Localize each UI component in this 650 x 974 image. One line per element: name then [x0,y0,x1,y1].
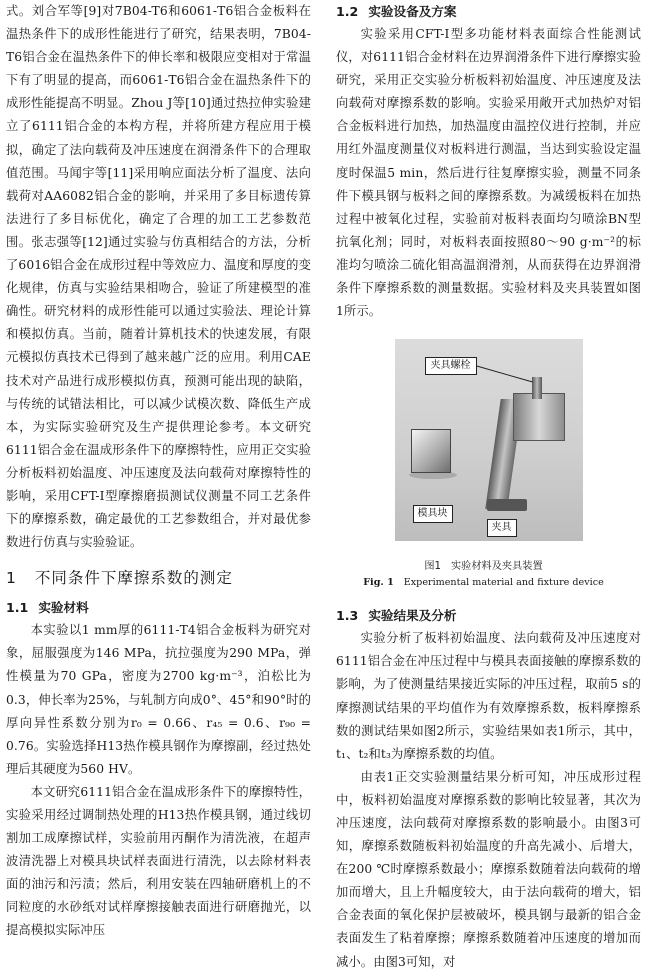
subsection-heading [336,0,641,23]
figure-number-en: Fig. 1 [363,577,394,589]
subsection-number: 1.3 [336,608,359,624]
figure-title-en: Experimental material and fixture device [403,577,604,589]
fixture-photo [395,339,583,541]
subsection-title: 实验材料 [38,600,89,616]
fixture-bolt-image [532,377,542,399]
subsection-title: 实验设备及方案 [368,4,457,19]
subsection-heading [6,596,311,619]
body-paragraph: 本实验以1 mm厚的6111-T4铝合金板料为研究对象，屈服强度为146 MPa，抗拉强度为290 MPa，弹性模量为70 GPa，密度为2700 kg·m⁻³，泊松比为0.3，伸长率为25%，与轧制方向成0°、45°和90°时的厚向异性系数分别为r₀ = 0.66、r₄₅ = 0.6、r₉₀ = 0.76。实验选择H13热作模具钢作为摩擦副，经过热处理后其硬度为560 HV。 [6,623,311,776]
subsection-title: 实验结果及分析 [368,608,457,624]
label-fixture-bolt: 夹具螺栓 [425,357,477,375]
body-paragraph: 实验采用CFT-I型多功能材料表面综合性能测试仪，对6111铝合金材料在边界润滑条件下进行摩擦实验研究，采用正交实验分析板料初始温度、冲压速度及法向载荷对摩擦系数的影响。实验采用敞开式加热炉对铝合金板料进行加热，加热温度由温控仪进行控制，并应用红外温度测量仪对板料进行测温，当达到实验设定温度时保温5 min，然后进行往复摩擦实验，测量不同条件下模具钢与板料之间的摩擦系数。为减缓板料在加热过程中被氧化过程，实验前对板料表面均匀喷涂BN型抗氧化剂；同时，对板料表面按照80～90 g·m⁻²的标准均匀喷涂二硫化钼高温润滑剂，从而获得在边界润滑条件下摩擦系数的测量数据。实验材料及夹具装置如图1所示。 [336,27,641,319]
figure-1 [336,339,641,590]
subsection-heading [336,604,641,627]
label-fixture: 夹具 [487,519,517,537]
subsection-number: 1.1 [6,600,29,616]
section-title: 不同条件下摩擦系数的测定 [34,569,233,588]
figure-title-cn: 实验材料及夹具装置 [450,561,543,573]
body-paragraph: 本文研究6111铝合金在温成形条件下的摩擦特性，实验采用经过调制热处理的H13热作模具钢，通过线切割加工成摩擦试样，实验前用丙酮作为清洗液，在超声波清洗器上对模具块试样表面进行清洗，以去除材料表面的油污和污渍；然后，利用安装在四轴研磨机上的不同粒度的水砂纸对试样摩擦接触表面进行研磨抛光，以提高模拟实际冲压 [6,784,311,938]
left-column [6,0,311,943]
fixture-plate-image [513,393,565,441]
section-number: 1 [6,569,17,588]
spacer [336,590,641,604]
figure-number-cn: 图1 [424,561,441,573]
figure-caption-en [336,576,641,590]
body-paragraph: 实验分析了板料初始温度、法向载荷及冲压速度对6111铝合金在冲压过程中与模具表面接触的摩擦系数的影响，为了使测量结果接近实际的冲压过程，取前5 s的摩擦测试结果的平均值作为有效摩擦系数，板料摩擦系数的测试结果如图2所示，实验结果如表1所示，其中，t₁、t₂和t₃为摩擦系数的均值。 [336,631,641,761]
right-column [336,0,641,974]
leader-line [474,365,532,382]
subsection-number: 1.2 [336,4,359,19]
body-paragraph: 由表1正交实验测量结果分析可知，冲压成形过程中，板料初始温度对摩擦系数的影响比较显著，其次为冲压速度，法向载荷对摩擦系数的影响最小。由图3可知，摩擦系数随板料初始温度的升高先减小、后增大，在200 ℃时摩擦系数最小；摩擦系数随着法向载荷的增加而增大，且上升幅度较大，由于法向载荷的增大，铝合金表面的氧化保护层被破坏，模具钢与最新的铝合金表面发生了粘着摩擦；摩擦系数随着冲压速度的增加而减小。由图3可知，对 [336,769,641,969]
section-heading [6,566,311,588]
label-mold-block: 模具块 [413,505,453,523]
figure-caption-cn [336,559,641,574]
mold-block-image [411,429,451,473]
body-paragraph: 式。刘合军等[9]对7B04-T6和6061-T6铝合金板料在温热条件下的成形性能进行了研究，结果表明，7B04-T6铝合金在温热条件下的伸长率和极限应变相对于常温下有了明显的提高，而6061-T6铝合金在温热条件下的成形性能提高不明显。Zhou J等[10]通过热拉伸实验建立了6111铝合金的本构方程，并将所建方程应用于模拟，确定了法向载荷及冲压速度在润滑条件下的合理取值范围。马闻宇等[11]采用响应面法分析了温度、法向载荷对AA6082铝合金的影响，并采用了多目标遗传算法进行了多目标优化，确定了合理的加工工艺参数范围。张志强等[12]通过实验与仿真相结合的方法，分析了6016铝合金在成形过程中等效应力、温度和厚度的变化规律，仿真与实验结果相吻合，验证了所建模型的准确性。研究材料的成形性能可以通过实验法、理论计算和模拟仿真。当前，随着计算机技术的快速发展，有限元模拟仿真技术已得到了越来越广泛的应用。利用CAE技术对产品进行成形模拟仿真，预测可能出现的缺陷，与传统的试错法相比，可以减少试模次数、降低生产成本，为实际实验研究及生产提供理论参考。本文研究6111铝合金在温成形条件下的摩擦特性，应用正交实验分析板料初始温度、冲压速度及法向载荷对摩擦特性的影响，采用CFT-I型摩擦磨损测试仪测量不同工艺条件下的摩擦系数，确定最优的工艺参数组合，并对最优参数进行仿真与实验验证。 [6,4,311,550]
fixture-base-image [487,499,527,511]
